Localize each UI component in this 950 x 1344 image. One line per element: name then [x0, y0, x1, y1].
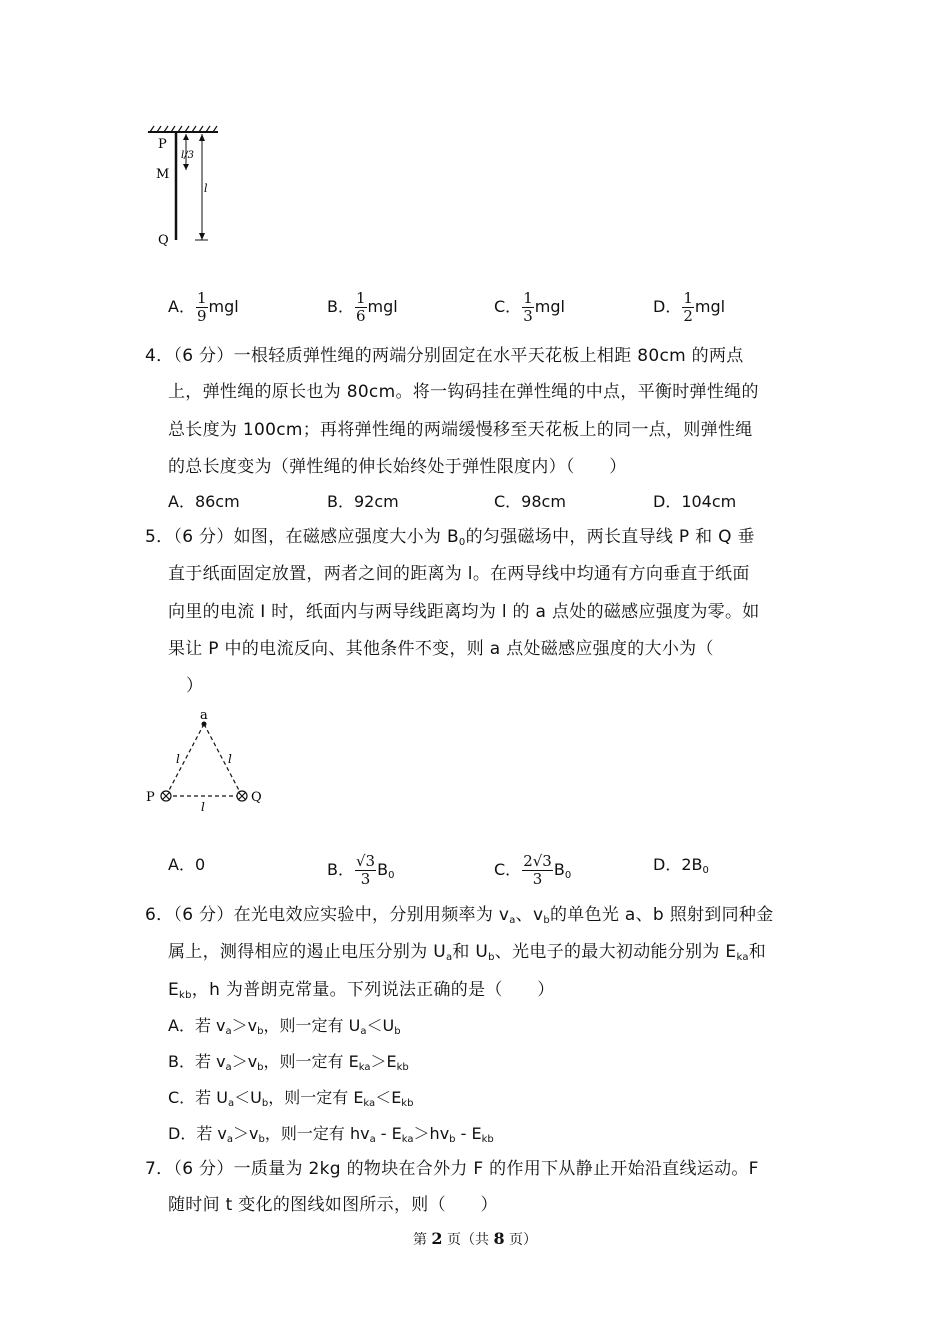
q5-line-5: ） [186, 676, 204, 696]
q3-option-d: D． $\frac{1}{2}$ mgl [653, 289, 726, 325]
q4-line-1: 4．（6 分）一根轻质弹性绳的两端分别固定在水平天花板上相距 80cm 的两点 [145, 346, 744, 366]
fig5-label-l-left: l [176, 752, 180, 766]
q4-option-c: C．98cm [494, 492, 566, 511]
q6-line-2: 属上，测得相应的遏止电压分别为 $U_a$和 $U_b$、光电子的最大初动能分别为 $E_{ka}$和 [168, 942, 767, 963]
q4-option-d: D．104cm [653, 492, 737, 511]
q4-line-2: 上，弹性绳的原长也为 80cm。将一钩码挂在弹性绳的中点，平衡时弹性绳的 [168, 382, 759, 402]
fig3-label-p: P [158, 137, 167, 152]
q6-line-1: 6．（6 分）在光电效应实验中，分别用频率为 $v_a$、$v_b$的单色光 a、b 照射到同种金 [145, 905, 774, 926]
q6-option-d: D．若 $v_a>v_b$，则一定有 $hv_a - E_{ka}>hv_b - E_{kb}$ [168, 1124, 494, 1145]
q5-figure [140, 708, 270, 813]
q3-figure [140, 122, 230, 252]
q4-line-3: 总长度为 100cm；再将弹性绳的两端缓慢移至天花板上的同一点，则弹性绳 [168, 420, 753, 440]
q5-option-d: D．$2B_0$ [653, 855, 709, 876]
fig5-label-q: Q [251, 790, 262, 805]
q7-line-1: 7．（6 分）一质量为 2kg 的物块在合外力 F 的作用下从静止开始沿直线运动。F [145, 1159, 759, 1179]
fig5-label-l-right: l [228, 752, 232, 766]
q5-option-c: C． $\frac{2√3}{3}$ $B_0$ [494, 852, 572, 888]
q6-option-b: B．若 $v_a>v_b$，则一定有 $E_{ka}>E_{kb}$ [168, 1052, 409, 1073]
q5-option-b: B． $\frac{√3}{3}$ $B_0$ [327, 852, 395, 888]
q7-line-2: 随时间 t 变化的图线如图所示，则（ ） [168, 1195, 498, 1215]
q6-line-3: $E_{kb}$，h 为普朗克常量。下列说法正确的是（ ） [168, 980, 555, 1001]
q6-option-a: A．若 $v_a>v_b$，则一定有 $U_a<U_b$ [168, 1016, 401, 1037]
q5-line-2: 直于纸面固定放置，两者之间的距离为 l。在两导线中均通有方向垂直于纸面 [168, 564, 750, 584]
fig3-label-m: M [156, 167, 170, 182]
q5-option-a: A．0 [168, 855, 206, 874]
q3-option-a: A． $\frac{1}{9}$ mgl [168, 289, 239, 325]
q3-option-b: B． $\frac{1}{6}$ mgl [327, 289, 398, 325]
fig3-label-q: Q [158, 233, 169, 248]
q6-option-c: C．若 $U_a<U_b$，则一定有 $E_{ka}<E_{kb}$ [168, 1088, 414, 1109]
q5-line-1: 5．（6 分）如图，在磁感应强度大小为 $B_0$的匀强磁场中，两长直导线 P 和 Q 垂 [145, 527, 755, 548]
q3-option-c: C． $\frac{1}{3}$ mgl [494, 289, 565, 325]
fig5-label-l-bottom: l [201, 800, 205, 813]
q5-line-3: 向里的电流 I 时，纸面内与两导线距离均为 l 的 a 点处的磁感应强度为零。如 [168, 602, 760, 622]
q4-option-b: B．92cm [327, 492, 399, 511]
page-footer: 第 2 页（共 8 页） [412, 1229, 538, 1248]
q4-option-a: A．86cm [168, 492, 240, 511]
q5-line-4: 果让 P 中的电流反向、其他条件不变，则 a 点处磁感应强度的大小为（ [168, 639, 714, 659]
fig5-label-a: a [200, 708, 208, 723]
fig3-label-l3: l/3 [181, 150, 194, 161]
fig5-label-p: P [146, 790, 155, 805]
fig3-label-l: l [204, 182, 208, 195]
q4-line-4: 的总长度变为（弹性绳的伸长始终处于弹性限度内）（ ） [168, 457, 627, 477]
